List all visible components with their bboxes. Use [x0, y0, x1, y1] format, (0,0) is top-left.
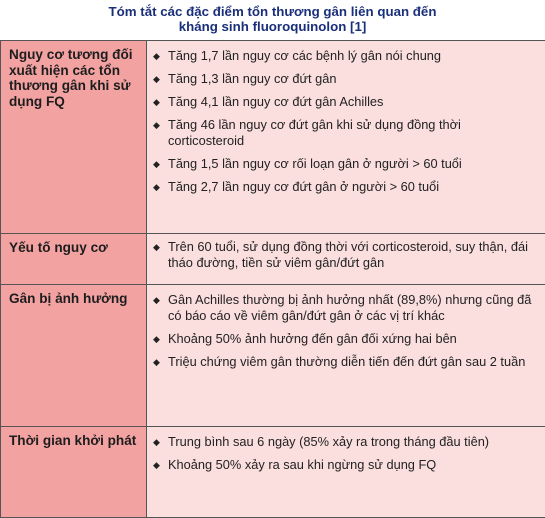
table-row: [1, 234, 545, 285]
list-item-text: Triệu chứng viêm gân thường diễn tiến đến đứt gân sau 2 tuần: [168, 354, 525, 369]
table-row: [1, 285, 545, 427]
list-item-text: Tăng 46 lần nguy cơ đứt gân khi sử dụng đồng thời corticosteroid: [168, 117, 461, 148]
bullet-list: [153, 48, 539, 195]
diamond-bullet-icon: ◆: [153, 331, 165, 347]
list-item: [153, 71, 539, 87]
list-item: [153, 354, 539, 370]
list-item: [153, 239, 539, 271]
bullet-list: [153, 434, 539, 473]
list-item: [153, 94, 539, 110]
diamond-bullet-icon: ◆: [153, 457, 165, 473]
list-item: [153, 48, 539, 64]
table-title-line-2: kháng sinh fluoroquinolon [1]: [0, 19, 545, 34]
row-heading: Nguy cơ tương đối xuất hiện các tổn thương gân khi sử dụng FQ: [1, 41, 147, 234]
list-item-text: Khoảng 50% ảnh hưởng đến gân đối xứng hai bên: [168, 331, 457, 346]
list-item: [153, 434, 539, 450]
list-item: [153, 179, 539, 195]
list-item-text: Tăng 1,3 lần nguy cơ đứt gân: [168, 71, 337, 86]
diamond-bullet-icon: ◆: [153, 292, 165, 308]
row-content: [147, 285, 545, 427]
list-item: [153, 457, 539, 473]
list-item-text: Tăng 2,7 lần nguy cơ đứt gân ở người > 60 tuổi: [168, 179, 439, 194]
diamond-bullet-icon: ◆: [153, 117, 165, 133]
diamond-bullet-icon: ◆: [153, 354, 165, 370]
list-item: [153, 156, 539, 172]
list-item-text: Trung bình sau 6 ngày (85% xảy ra trong tháng đầu tiên): [168, 434, 489, 449]
diamond-bullet-icon: ◆: [153, 179, 165, 195]
bullet-list: [153, 292, 539, 370]
bullet-list: [153, 239, 539, 271]
row-content: [147, 41, 545, 234]
list-item: [153, 331, 539, 347]
list-item-text: Khoảng 50% xảy ra sau khi ngừng sử dụng FQ: [168, 457, 436, 472]
row-heading: Thời gian khởi phát: [1, 427, 147, 518]
table-title: [0, 0, 545, 40]
table-row: [1, 427, 545, 518]
list-item-text: Tăng 1,7 lần nguy cơ các bệnh lý gân nói chung: [168, 48, 441, 63]
row-heading: Yếu tố nguy cơ: [1, 234, 147, 285]
list-item-text: Tăng 1,5 lần nguy cơ rối loạn gân ở người > 60 tuổi: [168, 156, 462, 171]
row-content: [147, 234, 545, 285]
row-heading: Gân bị ảnh hưởng: [1, 285, 147, 427]
diamond-bullet-icon: ◆: [153, 239, 165, 255]
list-item: [153, 117, 539, 149]
diamond-bullet-icon: ◆: [153, 434, 165, 450]
list-item-text: Trên 60 tuổi, sử dụng đồng thời với corticosteroid, suy thận, đái tháo đường, tiền sử viêm gân/đứt gân: [168, 239, 528, 270]
diamond-bullet-icon: ◆: [153, 94, 165, 110]
row-content: [147, 427, 545, 518]
diamond-bullet-icon: ◆: [153, 156, 165, 172]
table-row: [1, 41, 545, 234]
list-item-text: Gân Achilles thường bị ảnh hưởng nhất (89,8%) nhưng cũng đã có báo cáo về viêm gân/đứt gân ở các vị trí khác: [168, 292, 531, 323]
list-item: [153, 292, 539, 324]
diamond-bullet-icon: ◆: [153, 48, 165, 64]
table-title-line-1: Tóm tắt các đặc điểm tổn thương gân liên quan đến: [0, 4, 545, 19]
diamond-bullet-icon: ◆: [153, 71, 165, 87]
summary-table: [0, 40, 545, 518]
list-item-text: Tăng 4,1 lần nguy cơ đứt gân Achilles: [168, 94, 383, 109]
